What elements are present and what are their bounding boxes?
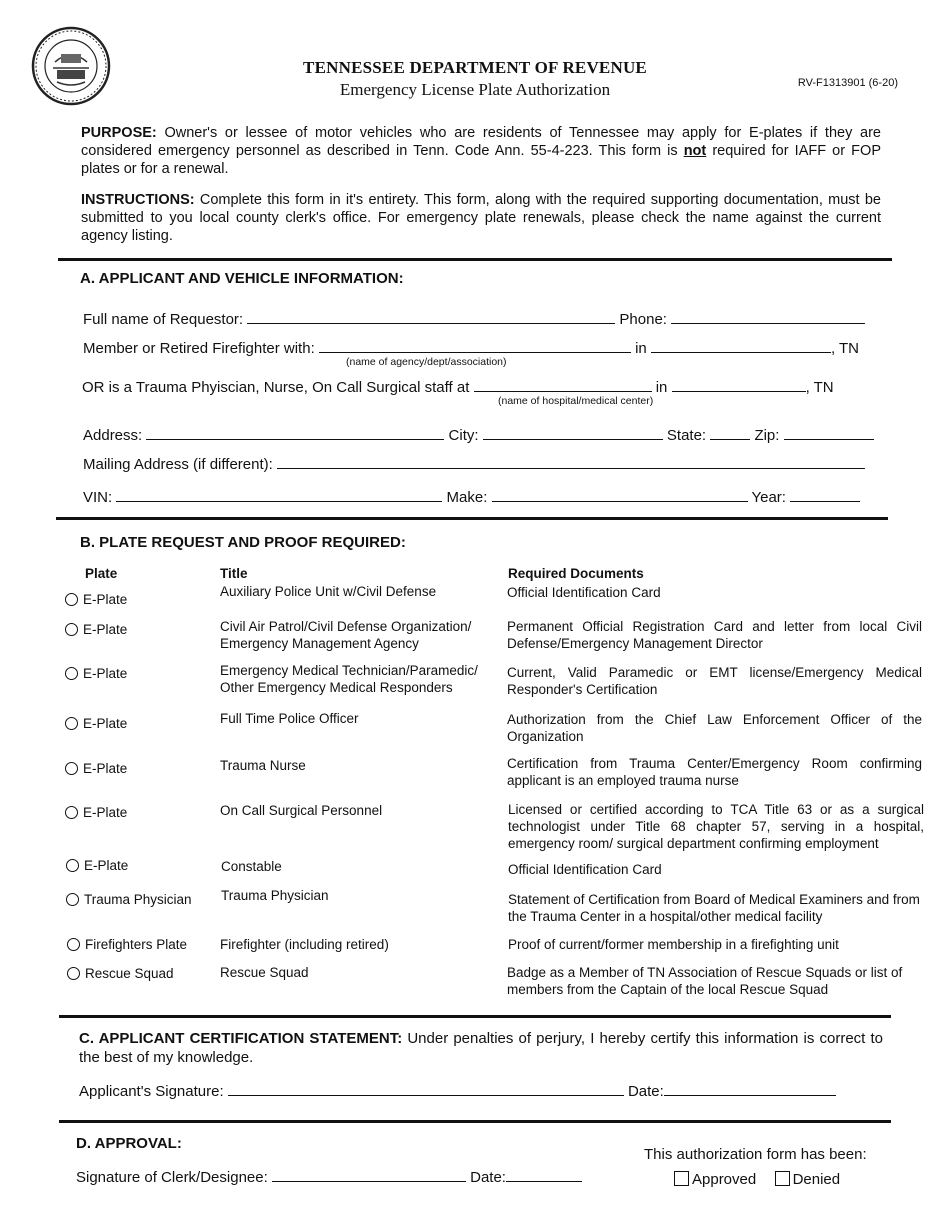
clerk-signature-row [76,1167,582,1186]
plate-title: Auxiliary Police Unit w/Civil Defense [220,584,437,599]
plate-option[interactable] [65,715,127,732]
plate-title: Trauma Nurse [220,758,306,773]
applicant-date-label: Date: [627,1083,664,1100]
make-field[interactable] [492,487,748,502]
applicant-signature-field[interactable] [228,1081,624,1096]
required-documents: Certification from Trauma Center/Emergency Room confirming applicant is an employed trauma nurse [507,756,922,788]
agency-hint: (name of agency/dept/association) [346,356,507,368]
full-name-label: Full name of Requestor: [83,311,244,328]
plate-name: E-Plate [83,622,128,637]
section-divider [59,1120,891,1123]
radio-button[interactable] [67,967,80,980]
vehicle-row [83,487,860,506]
phone-label: Phone: [619,311,667,328]
hospital-county-field[interactable] [672,377,806,392]
city-label: City: [448,427,479,444]
in-label-2: in [655,379,668,396]
section-divider [59,1015,891,1018]
plate-title: Civil Air Patrol/Civil Defense Organization/ Emergency Management Agency [220,619,472,651]
plate-name: E-Plate [83,805,128,820]
plate-option[interactable] [65,591,127,608]
required-documents: Statement of Certification from Board of Medical Examiners and from the Trauma Center in a hospital/other medical facility [508,892,920,924]
required-documents: Official Identification Card [508,862,662,877]
applicant-date-field[interactable] [664,1081,836,1096]
radio-button[interactable] [65,623,78,636]
purpose-label: PURPOSE: [81,125,157,141]
plate-title: Full Time Police Officer [220,711,359,726]
required-documents: Badge as a Member of TN Association of Rescue Squads or list of members from the Captain of the local Rescue Squad [507,965,903,997]
authorization-status-options [674,1171,840,1188]
plate-name: E-Plate [84,858,129,873]
plate-name: E-Plate [83,666,128,681]
hospital-field[interactable] [474,377,652,392]
radio-button[interactable] [67,938,80,951]
state-field[interactable] [710,425,750,440]
applicant-signature-label: Applicant's Signature: [79,1083,224,1100]
plate-name: E-Plate [83,716,128,731]
agency-county-field[interactable] [651,338,831,353]
section-b-heading: B. PLATE REQUEST AND PROOF REQUIRED: [80,534,406,551]
plate-title: Constable [221,859,282,874]
trauma-row [82,377,834,396]
firefighter-row [83,338,859,357]
agency-field[interactable] [319,338,631,353]
plate-title: On Call Surgical Personnel [220,803,383,818]
radio-button[interactable] [65,762,78,775]
column-header-documents: Required Documents [508,566,644,581]
plate-name: Rescue Squad [85,966,174,981]
plate-title: Emergency Medical Technician/Paramedic/ Other Emergency Medical Responders [220,663,478,695]
plate-name: E-Plate [83,761,128,776]
address-row [83,425,874,444]
instructions-text: Complete this form in it's entirety. This form, along with the required supporting documentation, must be submitted to you local county clerk's office. For emergency plate renewals, please check the name against the current agency listing. [81,192,881,244]
radio-button[interactable] [66,893,79,906]
zip-label: Zip: [754,427,780,444]
requestor-row [83,309,865,328]
form-number: RV-F1313901 (6-20) [797,77,898,89]
required-documents: Authorization from the Chief Law Enforcement Officer of the Organization [507,712,922,744]
year-field[interactable] [790,487,860,502]
column-header-title: Title [220,566,248,581]
in-label: in [635,340,647,357]
authorization-status-label: This authorization form has been: [644,1146,867,1163]
certification-statement [79,1029,883,1067]
approved-label: Approved [692,1171,757,1188]
vin-field[interactable] [116,487,442,502]
approved-checkbox[interactable] [674,1171,689,1186]
instructions-paragraph [81,191,881,245]
plate-title: Firefighter (including retired) [220,937,389,952]
required-documents: Licensed or certified according to TCA Title 63 or as a surgical technologist under Title 68 chapter 57, serving in a hospital, emergency room/ surgical department confirming employment [508,802,924,851]
clerk-signature-field[interactable] [272,1167,466,1182]
phone-field[interactable] [671,309,865,324]
tn-label: , TN [830,340,860,357]
hospital-hint: (name of hospital/medical center) [498,395,654,407]
plate-name: E-Plate [83,592,128,607]
plate-title: Rescue Squad [220,965,309,980]
radio-button[interactable] [65,806,78,819]
plate-name: Firefighters Plate [85,937,188,952]
certification-text: Under penalties of perjury, I hereby certify this information is correct to the best of my knowledge. [79,1030,883,1066]
tn-label-2: , TN [805,379,834,396]
plate-option[interactable] [67,936,187,953]
required-documents: Proof of current/former membership in a firefighting unit [508,937,839,952]
address-field[interactable] [146,425,444,440]
purpose-emphasis: not [683,143,707,159]
plate-option[interactable] [65,760,127,777]
required-documents: Current, Valid Paramedic or EMT license/Emergency Medical Responder's Certification [507,665,922,697]
section-c-heading: C. APPLICANT CERTIFICATION STATEMENT: [79,1030,403,1047]
denied-label: Denied [792,1171,841,1188]
instructions-label: INSTRUCTIONS: [81,192,195,208]
member-label: Member or Retired Firefighter with: [83,340,315,357]
purpose-text-end: required for IAFF or FOP plates or for a renewal. [81,143,881,177]
mailing-label: Mailing Address (if different): [83,456,273,473]
full-name-field[interactable] [247,309,615,324]
required-documents: Permanent Official Registration Card and letter from local Civil Defense/Emergency Management Director [507,619,922,651]
department-title: TENNESSEE DEPARTMENT OF REVENUE [303,58,647,77]
section-a-heading: A. APPLICANT AND VEHICLE INFORMATION: [80,270,404,287]
radio-button[interactable] [65,593,78,606]
city-field[interactable] [483,425,663,440]
mailing-row [83,454,865,473]
purpose-paragraph [81,124,881,178]
zip-field[interactable] [784,425,874,440]
clerk-date-label: Date: [470,1169,506,1186]
clerk-signature-label: Signature of Clerk/Designee: [76,1169,268,1186]
trauma-label: OR is a Trauma Phyiscian, Nurse, On Call Surgical staff at [82,379,470,396]
radio-button[interactable] [66,859,79,872]
purpose-text: Owner's or lessee of motor vehicles who are residents of Tennessee may apply for E-plates if they are considered emergency personnel as described in Tenn. Code Ann. 55-4-223. This form is [81,125,881,159]
vin-label: VIN: [83,489,113,506]
radio-button[interactable] [65,717,78,730]
applicant-signature-row [79,1081,836,1100]
required-documents: Official Identification Card [507,585,661,600]
plate-option[interactable] [65,621,127,638]
section-divider [58,258,892,261]
plate-option[interactable] [67,965,174,982]
plate-name: Trauma Physician [84,892,192,907]
state-label: State: [666,427,707,444]
year-label: Year: [751,489,786,506]
denied-checkbox[interactable] [775,1171,790,1186]
column-header-plate: Plate [85,566,118,581]
section-divider [56,517,888,520]
plate-title: Trauma Physician [221,888,329,903]
form-title: Emergency License Plate Authorization [339,80,611,99]
clerk-date-field[interactable] [506,1167,582,1182]
make-label: Make: [446,489,488,506]
radio-button[interactable] [65,667,78,680]
plate-option[interactable] [65,665,127,682]
mailing-field[interactable] [277,454,865,469]
section-d-heading: D. APPROVAL: [76,1135,182,1152]
plate-option[interactable] [66,857,128,874]
plate-option[interactable] [66,891,192,908]
address-label: Address: [83,427,143,444]
plate-option[interactable] [65,804,127,821]
